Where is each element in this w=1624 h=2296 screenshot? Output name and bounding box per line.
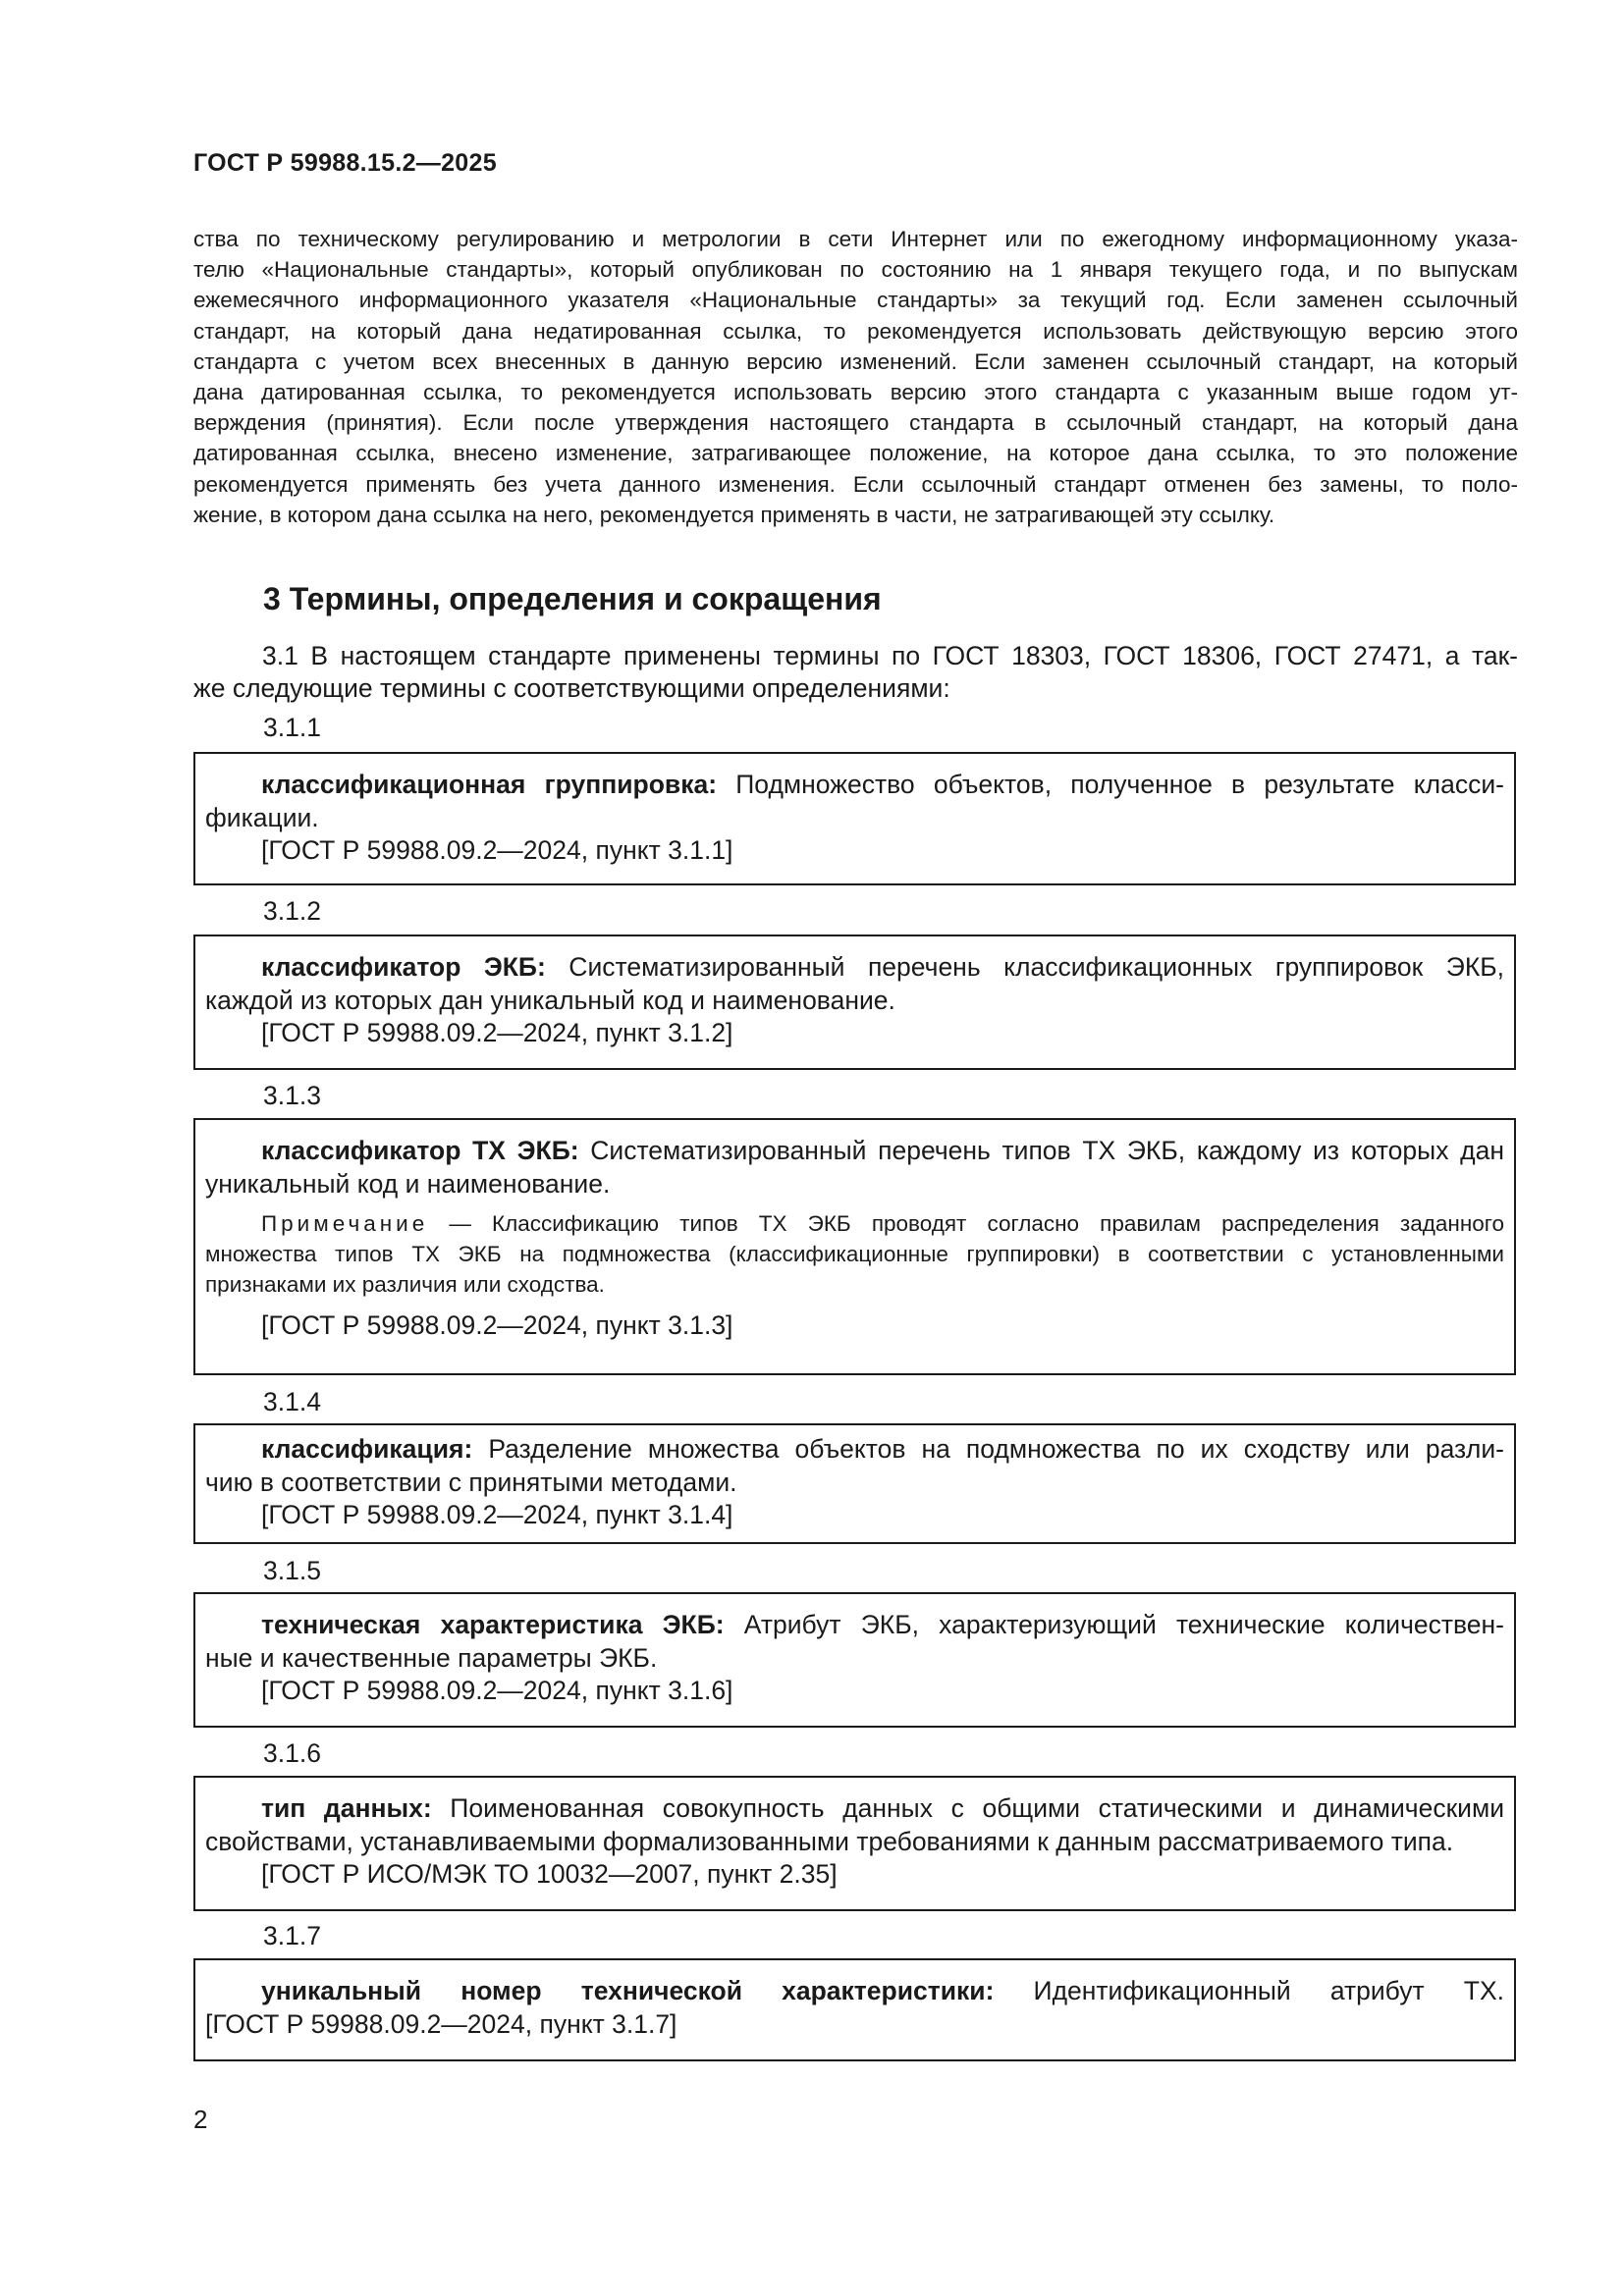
term-name: классификатор ЭКБ: bbox=[261, 952, 546, 982]
term-name: уникальный номер технической характеристики: bbox=[261, 1976, 995, 2005]
note-line: множества типов ТХ ЭКБ на подмножества (классификационные группировки) в соответствии с установленными bbox=[205, 1242, 1504, 1266]
term-reference: [ГОСТ Р ИСО/МЭК ТО 10032—2007, пункт 2.35] bbox=[261, 1859, 838, 1889]
term-reference: [ГОСТ Р 59988.09.2—2024, пункт 3.1.1] bbox=[261, 835, 733, 865]
paragraph-line: ежемесячного информационного указателя «Национальные стандарты» за текущий год. Если заменен ссылочный bbox=[193, 288, 1518, 313]
term-number: 3.1.3 bbox=[263, 1081, 321, 1110]
term-name: техническая характеристика ЭКБ: bbox=[261, 1610, 725, 1639]
term-box bbox=[193, 1592, 1516, 1728]
term-line bbox=[205, 769, 1504, 802]
term-line bbox=[205, 1433, 1504, 1467]
paragraph-line: жение, в котором дана ссылка на него, рекомендуется применять в части, не затрагивающей эту ссылку. bbox=[193, 502, 1275, 527]
term-name: тип данных: bbox=[261, 1793, 432, 1823]
term-definition: Разделение множества объектов на подмножества по их сходству или разли- bbox=[472, 1434, 1504, 1464]
paragraph-line: телю «Национальные стандарты», который опубликован по состоянию на 1 января текущего года, и по выпускам bbox=[193, 257, 1518, 283]
paragraph-line: стандарта с учетом всех внесенных в данную версию изменений. Если заменен ссылочный стандарт, на который bbox=[193, 348, 1518, 374]
paragraph-line: верждения (принятия). Если после утверждения настоящего стандарта в ссылочный стандарт, на который дана bbox=[193, 410, 1518, 436]
paragraph-line: дана датированная ссылка, то рекомендуется использовать версию этого стандарта с указанным выше годом ут- bbox=[193, 380, 1518, 405]
term-reference: [ГОСТ Р 59988.09.2—2024, пункт 3.1.6] bbox=[261, 1676, 733, 1705]
term-number: 3.1.1 bbox=[263, 713, 321, 742]
note-line: Примечание — Классификацию типов ТХ ЭКБ проводят согласно правилам распределения заданного bbox=[261, 1211, 1504, 1236]
term-line bbox=[205, 1609, 1504, 1642]
term-definition-cont: уникальный код и наименование. bbox=[205, 1168, 611, 1199]
intro-line: 3.1 В настоящем стандарте применены термины по ГОСТ 18303, ГОСТ 18306, ГОСТ 27471, а так- bbox=[262, 641, 1518, 670]
page-number: 2 bbox=[193, 2105, 208, 2134]
paragraph-line: датированная ссылка, внесено изменение, затрагивающее положение, на которое дана ссылка, то это положение bbox=[193, 441, 1518, 466]
term-line bbox=[205, 1975, 1504, 2008]
term-definition-cont: свойствами, устанавливаемыми формализованными требованиями к данным рассматриваемого типа. bbox=[205, 1826, 1454, 1856]
term-definition: Атрибут ЭКБ, характеризующий технические количествен- bbox=[724, 1610, 1504, 1639]
term-box bbox=[193, 752, 1516, 885]
term-definition-cont: каждой из которых дан уникальный код и наименование. bbox=[205, 985, 895, 1015]
term-definition: Идентификационный атрибут ТХ. bbox=[994, 1976, 1504, 2005]
term-number: 3.1.4 bbox=[263, 1387, 321, 1416]
paragraph-line: стандарт, на который дана недатированная ссылка, то рекомендуется использовать действующую версию этого bbox=[193, 318, 1518, 344]
term-box bbox=[193, 1958, 1516, 2061]
term-reference: [ГОСТ Р 59988.09.2—2024, пункт 3.1.3] bbox=[261, 1310, 733, 1340]
term-definition-cont: фикации. bbox=[205, 802, 319, 832]
note-label: Примечание bbox=[261, 1211, 429, 1236]
term-box bbox=[193, 934, 1516, 1070]
section-intro bbox=[193, 640, 1518, 705]
term-line bbox=[205, 1135, 1504, 1168]
paragraph-line: рекомендуется применять без учета данного изменения. Если ссылочный стандарт отменен без замены, то поло- bbox=[193, 471, 1518, 497]
term-definition: Поименованная совокупность данных с общими статическими и динамическими bbox=[431, 1793, 1504, 1823]
document-header: ГОСТ Р 59988.15.2—2025 bbox=[193, 149, 497, 177]
term-line bbox=[205, 1792, 1504, 1826]
intro-line: же следующие термины с соответствующими определениями: bbox=[193, 673, 950, 703]
term-reference: [ГОСТ Р 59988.09.2—2024, пункт 3.1.4] bbox=[261, 1500, 733, 1529]
term-number: 3.1.2 bbox=[263, 896, 321, 926]
term-box bbox=[193, 1776, 1516, 1911]
paragraph-line: ства по техническому регулированию и метрологии в сети Интернет или по ежегодному информационному указа- bbox=[193, 227, 1518, 251]
term-line bbox=[205, 951, 1504, 985]
note-line: признаками их различия или сходства. bbox=[205, 1272, 605, 1297]
term-definition: Систематизированный перечень типов ТХ ЭКБ, каждому из которых дан bbox=[578, 1136, 1504, 1165]
term-definition: Систематизированный перечень классификационных группировок ЭКБ, bbox=[545, 952, 1505, 982]
term-number: 3.1.5 bbox=[263, 1556, 321, 1585]
term-box bbox=[193, 1118, 1516, 1375]
reference-paragraph bbox=[193, 224, 1518, 530]
term-definition-cont: чию в соответствии с принятыми методами. bbox=[205, 1467, 737, 1497]
term-name: классификация: bbox=[261, 1434, 473, 1464]
term-definition-cont: ные и качественные параметры ЭКБ. bbox=[205, 1642, 658, 1673]
term-definition: Подмножество объектов, полученное в результате класси- bbox=[717, 770, 1504, 799]
section-title: 3 Термины, определения и сокращения bbox=[263, 581, 882, 616]
term-box bbox=[193, 1423, 1516, 1544]
term-reference: [ГОСТ Р 59988.09.2—2024, пункт 3.1.2] bbox=[261, 1018, 733, 1047]
term-name: классификационная группировка: bbox=[261, 770, 718, 799]
term-name: классификатор ТХ ЭКБ: bbox=[261, 1136, 579, 1165]
term-number: 3.1.6 bbox=[263, 1738, 321, 1768]
term-number: 3.1.7 bbox=[263, 1921, 321, 1950]
term-reference: [ГОСТ Р 59988.09.2—2024, пункт 3.1.7] bbox=[205, 2008, 677, 2039]
